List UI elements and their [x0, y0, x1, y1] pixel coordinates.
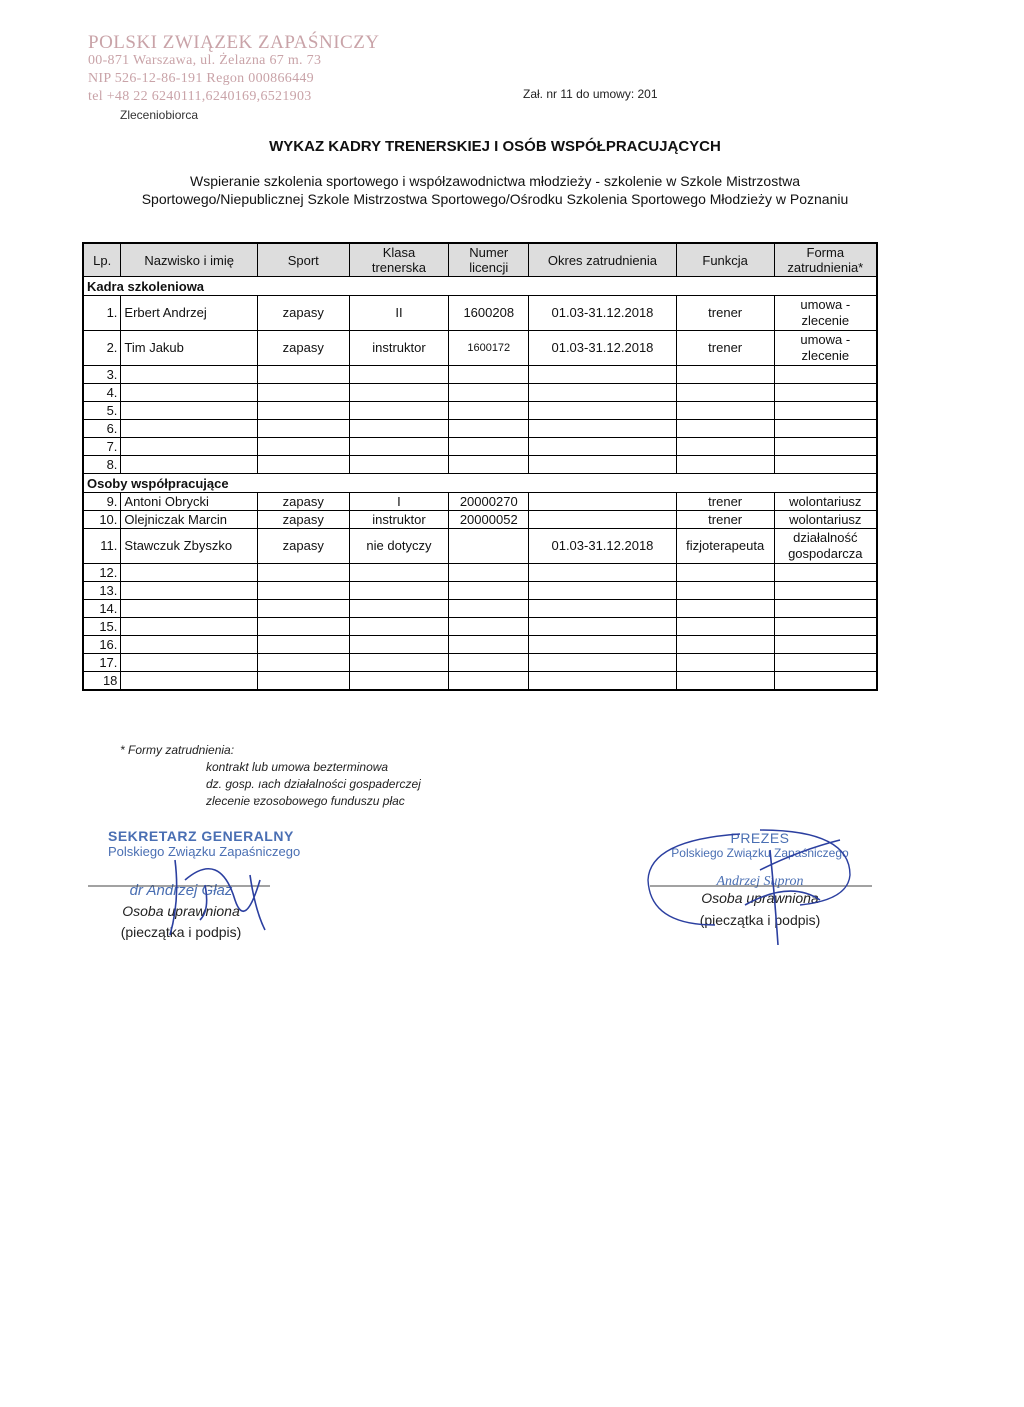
attachment-reference: Zał. nr 11 do umowy: 201	[523, 87, 658, 101]
header-forma-line1: Forma	[806, 245, 845, 260]
cell-lp: 2.	[83, 331, 121, 366]
subtitle-line-2: Sportowego/Niepublicznej Szkole Mistrzostwa Sportowego/Ośrodku Szkolenia Sportowego Młodzieży w Poznaniu	[141, 191, 849, 207]
note-line-1: kontrakt lub umowa bezterminowa	[206, 760, 389, 774]
document-title: WYKAZ KADRY TRENERSKIEJ I OSÓB WSPÓŁPRACUJĄCYCH	[269, 138, 721, 155]
header-forma-line2: zatrudnienia*	[787, 260, 864, 275]
header-lp: Lp.	[83, 243, 121, 277]
cell-name: Stawczuk Zbyszko	[121, 529, 258, 564]
president-stamp-org: Polskiego Związku Zapaśniczego	[671, 846, 849, 860]
right-signature-scribble	[745, 840, 840, 945]
left-signature-scribble	[170, 860, 265, 935]
cell-sport: zapasy	[257, 511, 349, 529]
cell-name: Olejniczak Marcin	[121, 511, 258, 529]
zleceniobiorca-caption: Zleceniobiorca	[120, 108, 199, 122]
cell-lp: 3.	[83, 366, 121, 384]
header-name: Nazwisko i imię	[121, 243, 258, 277]
cell-lp: 13.	[83, 582, 121, 600]
cell-okres: 01.03-31.12.2018	[529, 296, 677, 331]
cell-funkcja: trener	[676, 296, 774, 331]
cell-klasa: instruktor	[349, 511, 449, 529]
president-stamp-title: PREZES	[730, 830, 790, 846]
left-authorized-label: Osoba uprawniona	[122, 903, 240, 919]
cell-lp: 4.	[83, 384, 121, 402]
cell-funkcja: trener	[676, 331, 774, 366]
secretary-stamp-title: SEKRETARZ GENERALNY	[108, 828, 294, 844]
cell-lp: 1.	[83, 296, 121, 331]
header-klasa-line2: trenerska	[371, 260, 427, 275]
cell-forma-line2: zlecenie	[801, 348, 850, 363]
cell-lp: 8.	[83, 456, 121, 474]
left-stamp-label: (pieczątka i podpis)	[120, 924, 242, 940]
org-address: 00-871 Warszawa, ul. Żelazna 67 m. 73	[88, 53, 322, 68]
header-funkcja: Funkcja	[676, 243, 774, 277]
org-phone: tel +48 22 6240111,6240169,6521903	[88, 89, 312, 104]
cell-numer: 20000270	[449, 493, 529, 511]
org-nip: NIP 526-12-86-191 Regon 000866449	[88, 71, 314, 86]
cell-klasa: I	[349, 493, 449, 511]
cell-lp: 15.	[83, 618, 121, 636]
cell-okres: 01.03-31.12.2018	[529, 529, 677, 564]
cell-okres: 01.03-31.12.2018	[529, 331, 677, 366]
right-signature-circle	[648, 830, 850, 925]
cell-forma-line2: zlecenie	[801, 313, 850, 328]
cell-sport: zapasy	[257, 296, 349, 331]
section-kadra-label: Kadra szkoleniowa	[83, 277, 877, 296]
header-klasa-line1: Klasa	[382, 245, 416, 260]
cell-name: Antoni Obrycki	[121, 493, 258, 511]
cell-funkcja: fizjoterapeuta	[676, 529, 774, 564]
cell-klasa: instruktor	[349, 331, 449, 366]
cell-numer: 1600172	[449, 331, 529, 366]
cell-klasa: nie dotyczy	[349, 529, 449, 564]
note-line-3: zlecenie ɐzosobowego funduszu płac	[206, 794, 405, 808]
note-line-2: dz. gosp. ıach działalności gospaderczej	[206, 777, 421, 791]
cell-lp: 14.	[83, 600, 121, 618]
cell-lp: 6.	[83, 420, 121, 438]
cell-forma-line1: wolontariusz	[789, 494, 862, 509]
secretary-name: dr Andrzej Głaz	[129, 882, 233, 899]
header-okres: Okres zatrudnienia	[529, 243, 677, 277]
header-sport: Sport	[257, 243, 349, 277]
header-numer-line1: Numer	[469, 245, 509, 260]
cell-forma-line2: gospodarcza	[788, 546, 863, 561]
cell-lp: 16.	[83, 636, 121, 654]
cell-name: Erbert Andrzej	[121, 296, 258, 331]
cell-numer: 1600208	[449, 296, 529, 331]
cell-klasa: II	[349, 296, 449, 331]
cell-forma-line1: umowa -	[800, 297, 851, 312]
right-stamp-label: (pieczątka i podpis)	[699, 912, 821, 928]
cell-lp: 10.	[83, 511, 121, 529]
section-osoby-label: Osoby współpracujące	[83, 474, 877, 493]
note-heading: * Formy zatrudnienia:	[120, 743, 235, 757]
cell-lp: 7.	[83, 438, 121, 456]
cell-lp: 9.	[83, 493, 121, 511]
cell-forma-line1: wolontariusz	[789, 512, 862, 527]
secretary-stamp-org: Polskiego Związku Zapaśniczego	[108, 844, 301, 859]
cell-name: Tim Jakub	[121, 331, 258, 366]
president-name: Andrzej Supron	[716, 874, 804, 889]
cell-lp: 12.	[83, 564, 121, 582]
cell-lp: 18	[83, 672, 121, 691]
subtitle-line-1: Wspieranie szkolenia sportowego i współzawodnictwa młodzieży - szkolenie w Szkole Mistrzostwa	[189, 173, 801, 189]
cell-funkcja: trener	[676, 493, 774, 511]
cell-forma-line1: działalność	[793, 530, 858, 545]
cell-sport: zapasy	[257, 529, 349, 564]
cell-lp: 17.	[83, 654, 121, 672]
cell-numer: 20000052	[449, 511, 529, 529]
org-name: POLSKI ZWIĄZEK ZAPAŚNICZY	[88, 32, 380, 53]
cell-sport: zapasy	[257, 331, 349, 366]
cell-lp: 11.	[83, 529, 121, 564]
cell-funkcja: trener	[676, 511, 774, 529]
right-authorized-label: Osoba uprawniona	[701, 890, 819, 906]
cell-lp: 5.	[83, 402, 121, 420]
header-numer-line2: licencji	[469, 260, 509, 275]
cell-forma-line1: umowa -	[800, 332, 851, 347]
cell-sport: zapasy	[257, 493, 349, 511]
